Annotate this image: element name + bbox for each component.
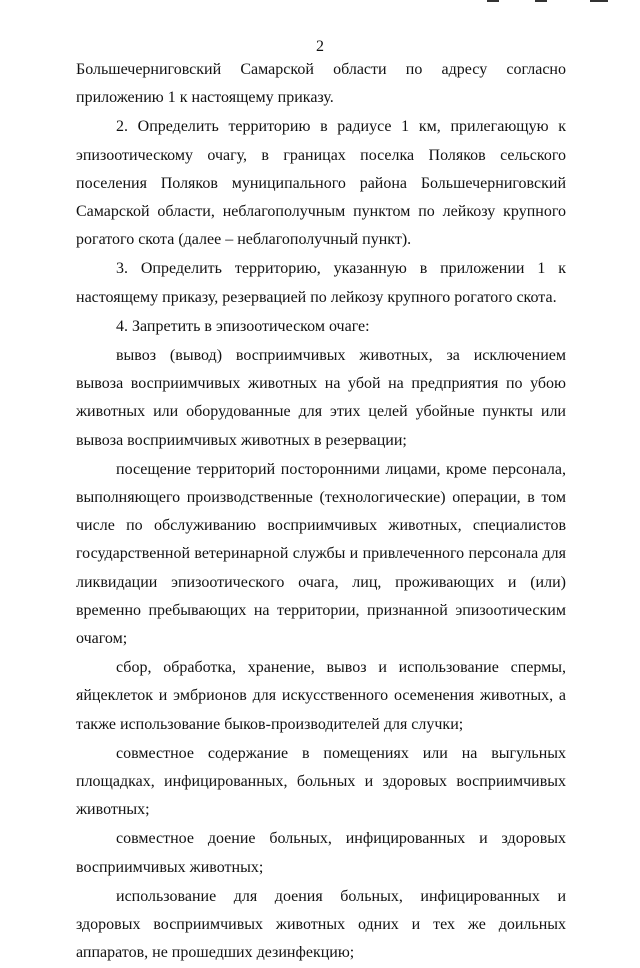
document-body <box>76 56 566 968</box>
paragraph-continuation: Большечерниговский Самарской области по адресу согласно приложению 1 к настоящему приказу. <box>76 61 566 107</box>
page-number: 2 <box>316 38 324 55</box>
scan-mark <box>535 0 547 2</box>
prohibition-visits: посещение территорий посторонними лицами, кроме персонала, выполняющего производственные (технологические) операции, в том числе по обслуживанию восприимчивых животных, специалистов государственной ветеринарной службы и привлеченного персонала для ликвидации эпизоотического очага, лиц, проживающих и (или) временно пребывающих на территории, признанной эпизоотическим очагом; <box>76 460 566 648</box>
prohibition-semen: сбор, обработка, хранение, вывоз и использование спермы, яйцеклеток и эмбрионов для искусственного осеменения животных, а также использование быков-производителей для случки; <box>76 659 566 733</box>
paragraph-item-3: 3. Определить территорию, указанную в приложении 1 к настоящему приказу, резервацией по лейкозу крупного рогатого скота. <box>76 260 566 306</box>
paragraph-item-2: 2. Определить территорию в радиусе 1 км, прилегающую к эпизоотическому очагу, в границах поселка Поляков сельского поселения Поляков муниципального района Большечерниговский Самарской области, неблагополучным пунктом по лейкозу крупного рогатого скота (далее – неблагополучный пункт). <box>76 118 566 249</box>
prohibition-joint-housing: совместное содержание в помещениях или на выгульных площадках, инфицированных, больных и здоровых восприимчивых животных; <box>76 744 566 819</box>
prohibition-milking-equipment: использование для доения больных, инфицированных и здоровых восприимчивых животных одних и тех же доильных аппаратов, не прошедших дезинфекцию; <box>76 887 566 962</box>
prohibition-export: вывоз (вывод) восприимчивых животных, за исключением вывоза восприимчивых животных на убой на предприятия по убою животных или оборудованные для этих целей убойные пункты или вывоза восприимчивых животных в резервации; <box>76 347 566 449</box>
scan-mark <box>487 0 499 2</box>
scan-mark <box>590 0 608 2</box>
paragraph-item-4: 4. Запретить в эпизоотическом очаге: <box>116 317 370 335</box>
prohibition-joint-milking: совместное доение больных, инфицированных и здоровых восприимчивых животных; <box>76 830 566 876</box>
